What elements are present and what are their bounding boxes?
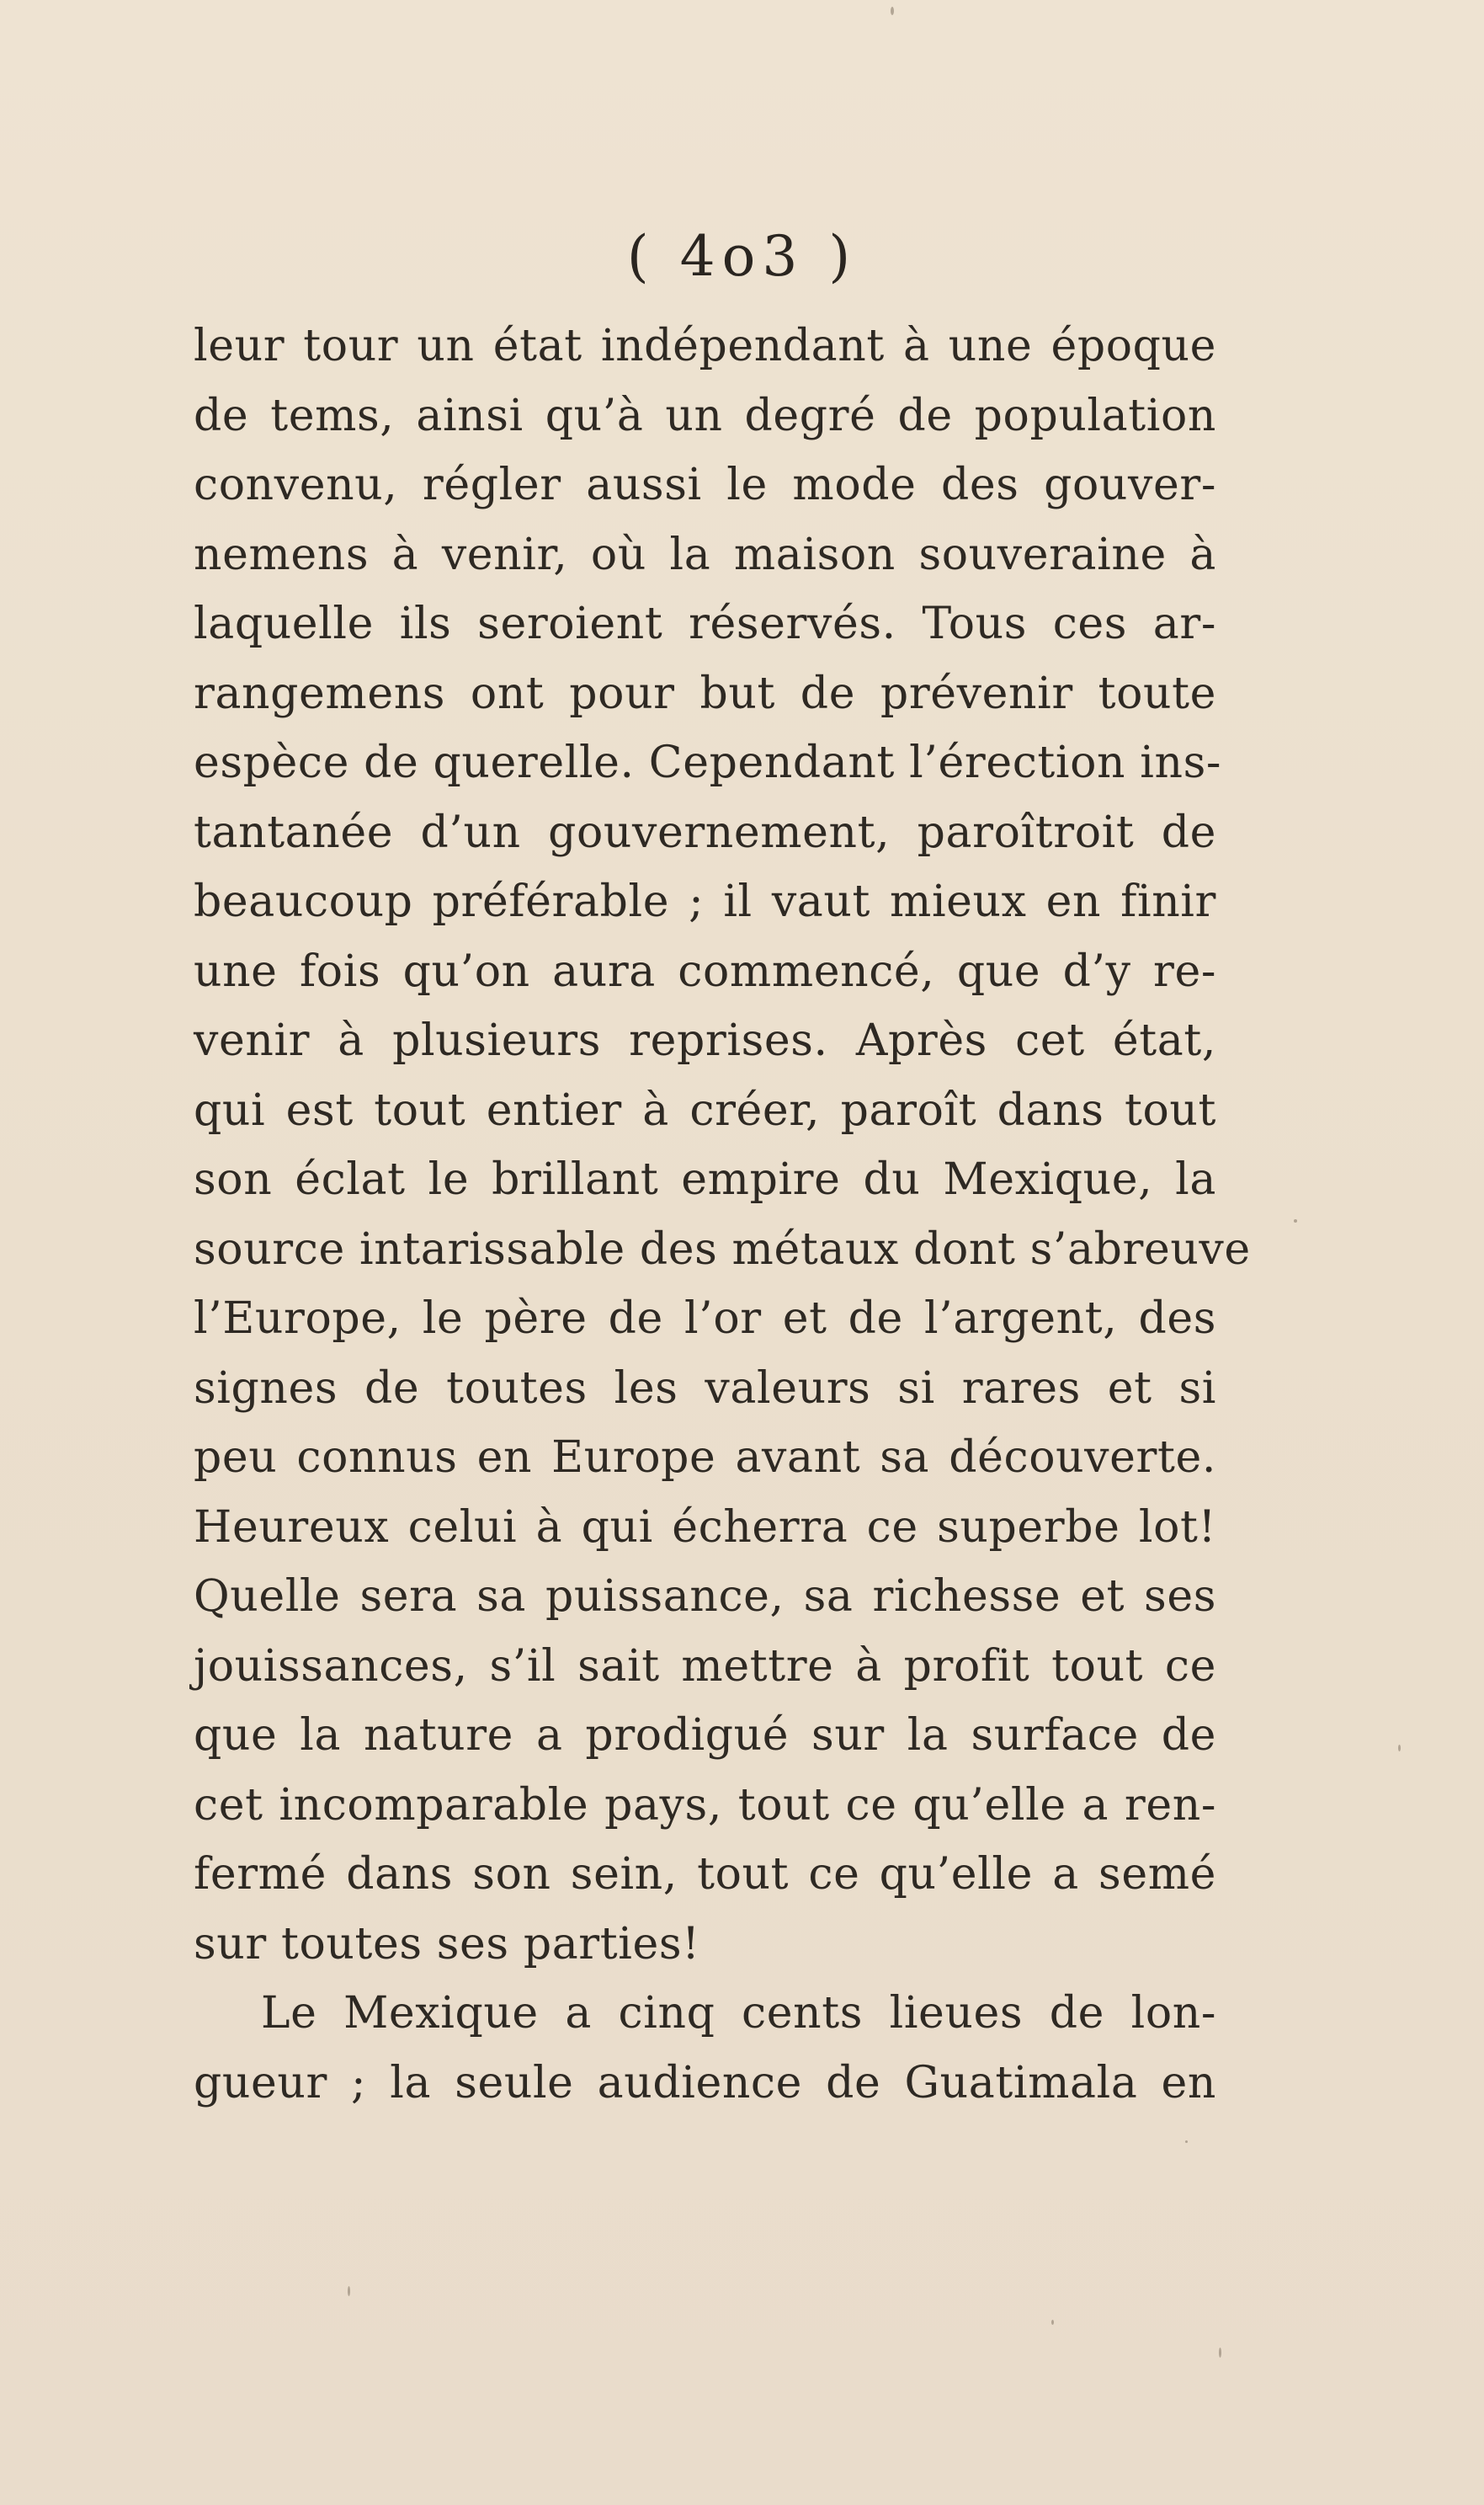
text-line: cet incomparable pays, tout ce qu’elle a ren- — [194, 1779, 1216, 1831]
paragraph-end-line: sur toutes ses parties! — [194, 1918, 700, 1969]
text-line: son éclat le brillant empire du Mexique, la — [194, 1154, 1216, 1205]
paragraph-start-line: Le Mexique a cinq cents lieues de lon- — [261, 1988, 1216, 2039]
text-line: beaucoup préférable ; il vaut mieux en finir — [194, 877, 1216, 927]
text-line: laquelle ils seroient réservés. Tous ces ar- — [194, 599, 1216, 649]
paper-speck — [348, 2286, 350, 2296]
text-line: convenu, régler aussi le mode des gouver- — [194, 460, 1216, 510]
paper-speck — [891, 7, 894, 15]
text-line: venir à plusieurs reprises. Après cet état, — [194, 1015, 1216, 1066]
text-line: gueur ; la seule audience de Guatimala en — [194, 2057, 1216, 2108]
body-text — [194, 312, 1251, 2118]
text-line: espèce de querelle. Cependant l’érection ins- — [194, 738, 1222, 788]
paper-speck — [1219, 2348, 1221, 2358]
text-line: de tems, ainsi qu’à un degré de population — [194, 390, 1216, 441]
text-line: fermé dans son sein, tout ce qu’elle a semé — [194, 1849, 1216, 1900]
paper-speck — [1051, 2320, 1054, 2325]
text-line: que la nature a prodigué sur la surface de — [194, 1710, 1216, 1761]
text-line: leur tour un état indépendant à une époque — [194, 321, 1216, 371]
text-line: jouissances, s’il sait mettre à profit tout ce — [194, 1640, 1216, 1692]
text-line: Heureux celui à qui écherra ce superbe lot! — [194, 1501, 1216, 1553]
text-line: qui est tout entier à créer, paroît dans tout — [194, 1085, 1216, 1136]
page-number: ( 4o3 ) — [626, 224, 858, 289]
text-line: source intarissable des métaux dont s’abreuve — [194, 1223, 1251, 1275]
paper-speck — [1294, 1219, 1297, 1223]
paper-speck — [1398, 1745, 1401, 1751]
text-line: tantanée d’un gouvernement, paroîtroit de — [194, 807, 1216, 858]
paper-speck — [1185, 2140, 1188, 2143]
text-line: signes de toutes les valeurs si rares et si — [194, 1362, 1216, 1414]
text-line: rangemens ont pour but de prévenir toute — [194, 668, 1216, 719]
text-line: peu connus en Europe avant sa découverte. — [194, 1432, 1216, 1483]
text-line: Quelle sera sa puissance, sa richesse et ses — [194, 1571, 1216, 1622]
text-line: nemens à venir, où la maison souveraine à — [194, 529, 1216, 580]
text-line: l’Europe, le père de l’or et de l’argent, des — [194, 1293, 1216, 1344]
text-line: une fois qu’on aura commencé, que d’y re- — [194, 946, 1216, 997]
